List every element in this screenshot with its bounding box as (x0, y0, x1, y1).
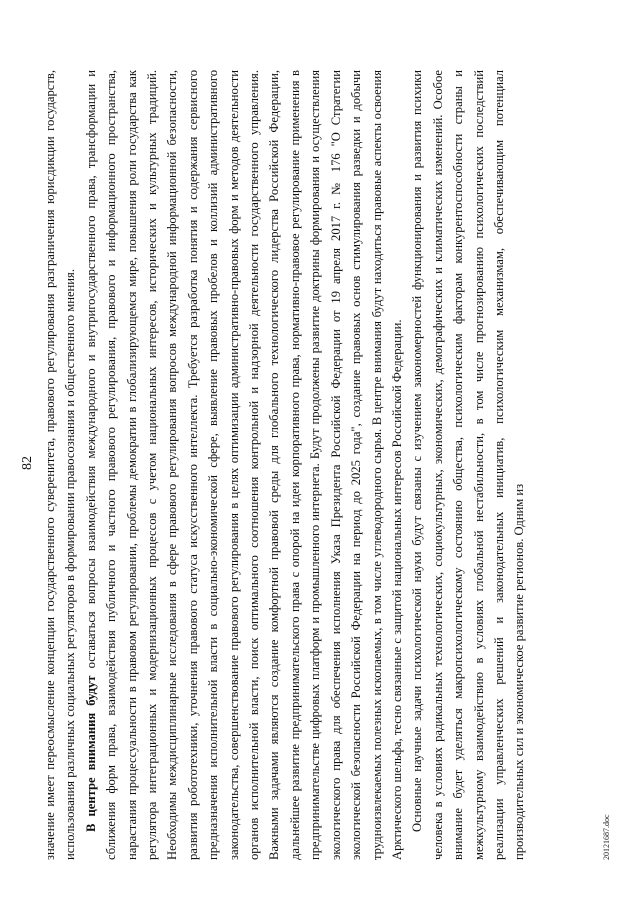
paragraph-2-lead: В центре внимания будут (83, 675, 98, 832)
document-filename: 20121687.doc (602, 814, 611, 860)
page-number: 82 (20, 456, 35, 470)
paragraph-3-text: Основные научные задачи психологической науки будут связаны с изучением закономерностей функционирования и развития психики человека в условиях радикальных технологических, социокультурных, экономических, демографических и климатических изменений. Особое внимание будет уделяться макропсихологическому состоянию общества, психологическим факторам конкурентоспособности страны и межкультурному взаимодействию в условиях глобальной нестабильности, в том числе прогнозированию психологических последствий реализации управленческих решений и законодательных инициатив, психологическим механизмам, обеспечивающим потенциал производительных сил и экономическое развитие регионов. Одним из (410, 70, 527, 860)
paragraph-3 (407, 70, 529, 860)
paragraph-1 (40, 70, 81, 860)
paragraph-2-text: оставаться вопросы взаимодействия международного и внутригосударственного права, трансформации и сближения форм права, взаимодействия публичного и частного правового регулирования, правового и информационного пространства, нарастания процессуальности в правовом регулировании, проблемы демократии в глобализирующемся мире, повышения роли государства как регулятора интеграционных и модернизационных процессов с учетом национальных интересов, исторических и культурных традиций. Необходимы междисциплинарные исследования в сфере правового регулирования вопросов международной информационной безопасности, развития робототехники, уточнения правового статуса искусственного интеллекта. Требуется разработка понятия и содержания сервисного предназначения исполнительной власти в социально-экономической сфере, выявление правовых пробелов и коллизий административного законодательства, совершенствование правового регулирования в целях оптимизации административно-правовых форм и методов деятельности органов исполнительной власти, поиск оптимального соотношения контрольной и надзорной деятельности государственного управления. Важными задачами являются создание комфортной правовой среды для глобального технологического лидерства Российской Федерации, дальнейшее развитие предпринимательского права с опорой на идеи корпоративного права, нормативно-правовое регулирование применения в предпринимательстве цифровых платформ и промышленного интернета. Будут продолжены развитие доктрины формирования и осуществления экологического права для обеспечения исполнения Указа Президента Российской Федерации от 19 апреля 2017 г. № 176 "О Стратегии экологической безопасности Российской Федерации на период до 2025 года", создание правовых основ стимулирования разведки и добычи трудноизвлекаемых полезных ископаемых, в том числе углеводородного сырья. В центре внимания будут находиться правовые аспекты освоения Арктического шельфа, тесно связанные с защитой национальных интересов Российской Федерации. (83, 70, 404, 860)
paragraph-1-text: значение имеет переосмысление концепции государственного суверенитета, правового регулирования разграничения юрисдикции государств, использования различных социальных регуляторов в формировании правосознания и общественного мнения. (43, 70, 78, 860)
body-text (40, 70, 530, 860)
paragraph-2 (81, 70, 408, 860)
